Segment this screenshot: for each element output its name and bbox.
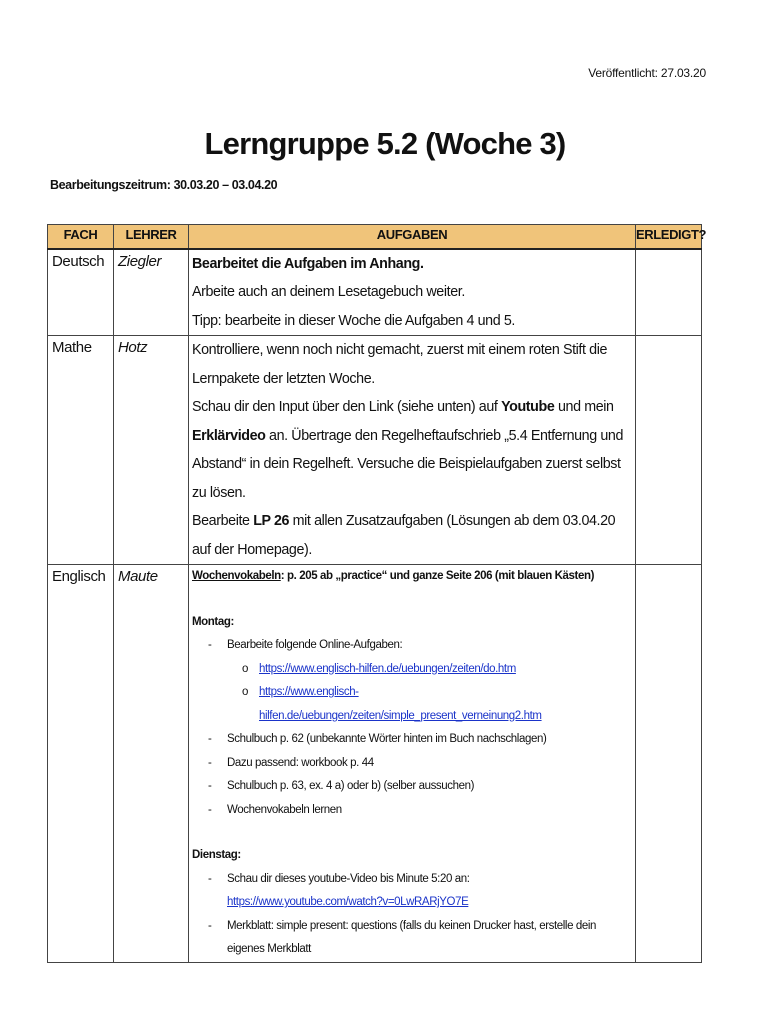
- published-date: Veröffentlicht: 27.03.20: [588, 66, 706, 80]
- day-heading-dienstag: Dienstag:: [192, 849, 241, 861]
- table-row: [48, 565, 702, 963]
- header-subject: FACH: [48, 225, 114, 249]
- sub-list-item: [192, 681, 635, 728]
- header-done: ERLEDIGT?: [636, 225, 702, 249]
- task-paragraph: [192, 507, 635, 564]
- youtube-word: Youtube: [501, 399, 555, 415]
- item-text: Schulbuch p. 62 (unbekannte Wörter hinten im Buch nachschlagen): [227, 733, 547, 745]
- page-title: Lerngruppe 5.2 (Woche 3): [204, 126, 566, 161]
- erklaervideo-word: Erklärvideo: [192, 427, 266, 444]
- text: Schau dir den Input über den Link (siehe unten) auf: [192, 399, 502, 415]
- done-cell[interactable]: [636, 249, 702, 336]
- header-tasks: AUFGABEN: [189, 225, 636, 249]
- subject-cell: Mathe: [48, 336, 114, 565]
- text: an. Übertrage den Regelheftaufschrieb „5.4 Entfernung und Abstand“ in dein Regelheft. Versuche die Beispielaufgaben zuerst selbst zu lösen.: [192, 427, 623, 501]
- dash-marker: -: [208, 919, 212, 932]
- teacher-cell: [114, 249, 189, 336]
- item-text: Bearbeite folgende Online-Aufgaben:: [227, 639, 403, 651]
- dash-marker: -: [208, 733, 212, 745]
- header-teacher: LEHRER: [114, 225, 189, 249]
- task-paragraph: [192, 393, 635, 507]
- item-text: Merkblatt: simple present: questions (falls du keinen Drucker hast, erstelle dein eigenes Merkblatt: [227, 919, 597, 955]
- item-text: Schau dir dieses youtube-Video bis Minute 5:20 an:: [227, 872, 470, 885]
- teacher-name: Hotz: [118, 339, 148, 356]
- text: Bearbeite: [192, 513, 254, 529]
- task-table: [47, 224, 707, 963]
- vocab-line: [192, 565, 635, 589]
- day-heading-montag: Montag:: [192, 615, 234, 628]
- tasks-cell: [189, 249, 636, 336]
- item-text: Schulbuch p. 63, ex. 4 a) oder b) (selber aussuchen): [227, 780, 475, 792]
- item-text: Dazu passend: workbook p. 44: [227, 756, 374, 769]
- table-header-row: [48, 225, 702, 249]
- table-row: [48, 336, 702, 565]
- dash-marker: -: [208, 872, 212, 885]
- teacher-cell: [114, 336, 189, 565]
- subject-cell: Englisch: [48, 565, 114, 963]
- item-text: Wochenvokabeln lernen: [227, 803, 342, 816]
- task-line: Tipp: bearbeite in dieser Woche die Aufgaben 4 und 5.: [192, 312, 515, 329]
- teacher-name: Ziegler: [118, 252, 162, 270]
- table-row: [48, 249, 702, 336]
- list-item: [192, 891, 635, 915]
- text: mit allen Zusatzaufgaben (Lösungen ab dem 03.04.20 auf der Homepage).: [192, 513, 616, 558]
- bullet-marker: o: [242, 686, 248, 698]
- list-item: [192, 799, 635, 823]
- list-item: [192, 728, 635, 752]
- vocab-label: Wochenvokabeln: [192, 570, 281, 582]
- task-line: Bearbeitet die Aufgaben im Anhang.: [192, 255, 424, 272]
- done-cell[interactable]: [636, 565, 702, 963]
- link-youtube-video[interactable]: https://www.youtube.com/watch?v=0LwRARjYO7E: [227, 896, 469, 908]
- bullet-marker: o: [242, 662, 248, 675]
- work-period: Bearbeitungszeitrum: 30.03.20 – 03.04.20: [50, 178, 278, 192]
- tasks-cell: [189, 565, 636, 963]
- list-item: [192, 915, 635, 962]
- link-englisch-hilfen-verneinung[interactable]: https://www.englisch-hilfen.de/uebungen/zeiten/simple_present_verneinung2.htm: [259, 686, 542, 722]
- dash-marker: -: [208, 756, 212, 769]
- sub-list-item: [192, 658, 635, 682]
- tasks-cell: [189, 336, 636, 565]
- task-paragraph: Kontrolliere, wenn noch nicht gemacht, zuerst mit einem roten Stift die Lernpakete der letzten Woche.: [192, 342, 608, 387]
- text: und mein: [554, 399, 614, 415]
- dash-marker: -: [208, 780, 212, 792]
- vocab-text: : p. 205 ab „practice“ und ganze Seite 206 (mit blauen Kästen): [280, 570, 595, 582]
- dash-marker: -: [208, 803, 212, 816]
- dash-marker: -: [208, 639, 212, 651]
- lp-number: LP 26: [253, 513, 290, 529]
- task-line: Arbeite auch an deinem Lesetagebuch weiter.: [192, 284, 465, 300]
- link-englisch-hilfen-do[interactable]: https://www.englisch-hilfen.de/uebungen/zeiten/do.htm: [259, 662, 516, 675]
- teacher-cell: [114, 565, 189, 963]
- list-item: [192, 752, 635, 776]
- done-cell[interactable]: [636, 336, 702, 565]
- list-item: [192, 868, 635, 892]
- teacher-name: Maute: [118, 568, 158, 585]
- list-item: [192, 775, 635, 799]
- subject-cell: Deutsch: [48, 249, 114, 336]
- list-item: [192, 634, 635, 658]
